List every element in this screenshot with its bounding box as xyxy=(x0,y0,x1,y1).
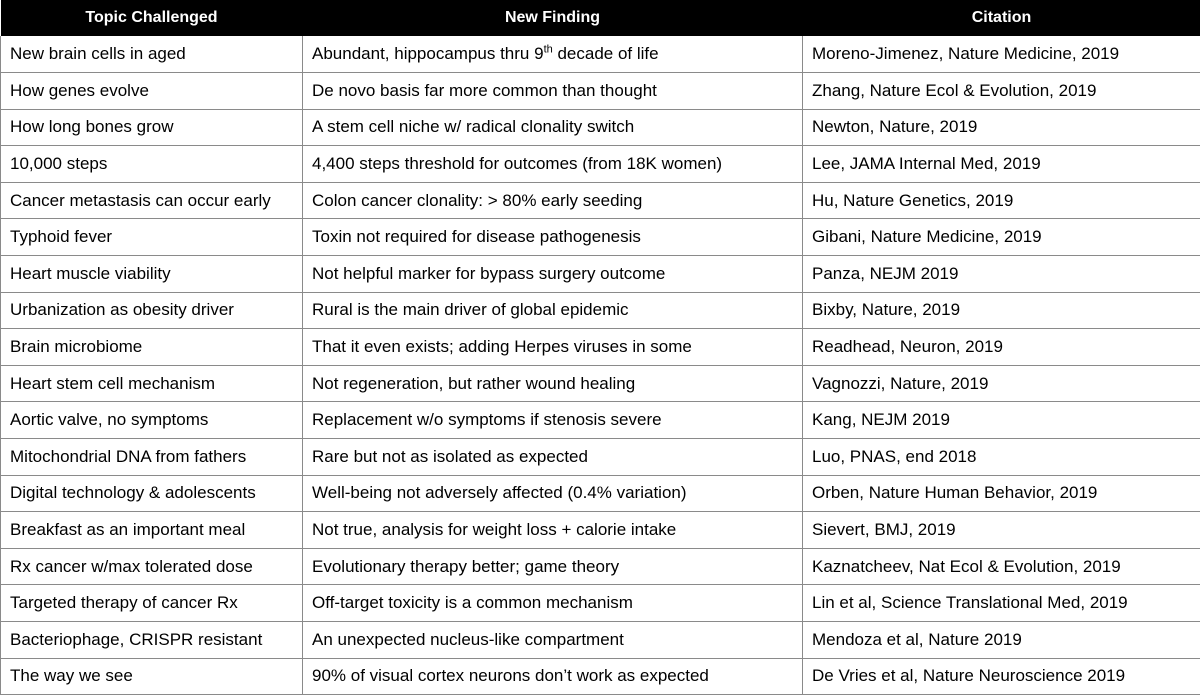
cell-topic: Aortic valve, no symptoms xyxy=(1,402,303,439)
cell-citation: Gibani, Nature Medicine, 2019 xyxy=(803,219,1200,256)
table-row xyxy=(1,146,1200,183)
table-row xyxy=(1,439,1200,476)
cell-citation: Vagnozzi, Nature, 2019 xyxy=(803,365,1200,402)
cell-topic: How genes evolve xyxy=(1,73,303,110)
cell-topic: The way we see xyxy=(1,658,303,695)
cell-citation: Lin et al, Science Translational Med, 2019 xyxy=(803,585,1200,622)
cell-topic: Urbanization as obesity driver xyxy=(1,292,303,329)
cell-topic: Rx cancer w/max tolerated dose xyxy=(1,548,303,585)
table-row xyxy=(1,548,1200,585)
table-body xyxy=(1,36,1200,695)
cell-citation: Sievert, BMJ, 2019 xyxy=(803,512,1200,549)
cell-finding: Not regeneration, but rather wound healing xyxy=(303,365,803,402)
cell-topic: New brain cells in aged xyxy=(1,36,303,73)
cell-topic: Targeted therapy of cancer Rx xyxy=(1,585,303,622)
cell-finding xyxy=(303,36,803,73)
cell-topic: Brain microbiome xyxy=(1,329,303,366)
cell-finding: That it even exists; adding Herpes viruses in some xyxy=(303,329,803,366)
table-row xyxy=(1,182,1200,219)
table-row xyxy=(1,329,1200,366)
cell-finding: 90% of visual cortex neurons don’t work as expected xyxy=(303,658,803,695)
cell-citation: Hu, Nature Genetics, 2019 xyxy=(803,182,1200,219)
cell-finding: Colon cancer clonality: > 80% early seeding xyxy=(303,182,803,219)
cell-finding: Rare but not as isolated as expected xyxy=(303,439,803,476)
header-finding: New Finding xyxy=(504,9,601,26)
cell-topic: Cancer metastasis can occur early xyxy=(1,182,303,219)
cell-citation: Kaznatcheev, Nat Ecol & Evolution, 2019 xyxy=(803,548,1200,585)
header-topic: Topic Challenged xyxy=(85,9,218,26)
cell-finding: 4,400 steps threshold for outcomes (from 18K women) xyxy=(303,146,803,183)
cell-topic: Mitochondrial DNA from fathers xyxy=(1,439,303,476)
cell-finding: A stem cell niche w/ radical clonality switch xyxy=(303,109,803,146)
cell-citation: Luo, PNAS, end 2018 xyxy=(803,439,1200,476)
table-header-row xyxy=(1,0,1200,36)
table-row xyxy=(1,658,1200,695)
cell-finding-text: Abundant, hippocampus thru 9 xyxy=(312,44,544,64)
cell-topic: Heart muscle viability xyxy=(1,256,303,293)
table-row xyxy=(1,365,1200,402)
cell-citation: Moreno-Jimenez, Nature Medicine, 2019 xyxy=(803,36,1200,73)
cell-topic: Typhoid fever xyxy=(1,219,303,256)
table-row xyxy=(1,256,1200,293)
table-row xyxy=(1,219,1200,256)
table-row xyxy=(1,292,1200,329)
cell-citation: Newton, Nature, 2019 xyxy=(803,109,1200,146)
header-citation: Citation xyxy=(971,9,1032,26)
cell-citation: Orben, Nature Human Behavior, 2019 xyxy=(803,475,1200,512)
cell-finding: Rural is the main driver of global epidemic xyxy=(303,292,803,329)
cell-topic: Bacteriophage, CRISPR resistant xyxy=(1,622,303,659)
cell-finding: Toxin not required for disease pathogenesis xyxy=(303,219,803,256)
table-row xyxy=(1,73,1200,110)
table-row xyxy=(1,512,1200,549)
cell-topic: Breakfast as an important meal xyxy=(1,512,303,549)
cell-topic: Digital technology & adolescents xyxy=(1,475,303,512)
cell-finding: Not true, analysis for weight loss + calorie intake xyxy=(303,512,803,549)
cell-finding: An unexpected nucleus-like compartment xyxy=(303,622,803,659)
cell-finding: Replacement w/o symptoms if stenosis severe xyxy=(303,402,803,439)
cell-finding: Well-being not adversely affected (0.4% variation) xyxy=(303,475,803,512)
table-row xyxy=(1,585,1200,622)
cell-topic: 10,000 steps xyxy=(1,146,303,183)
cell-citation: Zhang, Nature Ecol & Evolution, 2019 xyxy=(803,73,1200,110)
cell-citation: Panza, NEJM 2019 xyxy=(803,256,1200,293)
cell-finding: Not helpful marker for bypass surgery outcome xyxy=(303,256,803,293)
cell-finding: Off-target toxicity is a common mechanism xyxy=(303,585,803,622)
table-row xyxy=(1,36,1200,73)
cell-topic: Heart stem cell mechanism xyxy=(1,365,303,402)
cell-finding: De novo basis far more common than thought xyxy=(303,73,803,110)
table-row xyxy=(1,622,1200,659)
table-row xyxy=(1,402,1200,439)
cell-finding-text-rest: decade of life xyxy=(552,44,659,64)
cell-citation: De Vries et al, Nature Neuroscience 2019 xyxy=(803,658,1200,695)
cell-finding-superscript: th xyxy=(543,43,553,56)
cell-citation: Bixby, Nature, 2019 xyxy=(803,292,1200,329)
cell-topic: How long bones grow xyxy=(1,109,303,146)
table-row xyxy=(1,475,1200,512)
cell-citation: Lee, JAMA Internal Med, 2019 xyxy=(803,146,1200,183)
cell-citation: Mendoza et al, Nature 2019 xyxy=(803,622,1200,659)
table-row xyxy=(1,109,1200,146)
cell-citation: Readhead, Neuron, 2019 xyxy=(803,329,1200,366)
cell-citation: Kang, NEJM 2019 xyxy=(803,402,1200,439)
cell-finding: Evolutionary therapy better; game theory xyxy=(303,548,803,585)
